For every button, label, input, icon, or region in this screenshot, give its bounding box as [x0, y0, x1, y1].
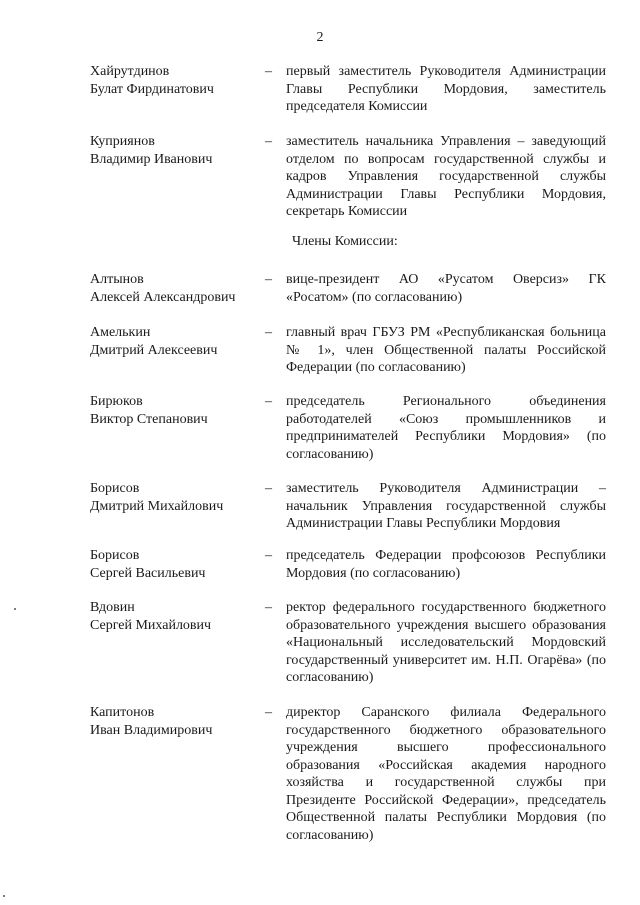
page-number: 2	[316, 30, 324, 45]
person-name	[90, 63, 260, 98]
scan-speck	[3, 895, 5, 897]
person-surname: Борисов	[90, 481, 140, 496]
person-given-names: Алексей Александрович	[90, 289, 236, 305]
person-surname: Куприянов	[90, 134, 155, 149]
person-given-names: Дмитрий Алексеевич	[90, 342, 218, 358]
dash-separator: –	[265, 325, 272, 340]
person-position: председатель Регионального объединения работодателей «Союз промышленников и предпринимателей Республики Мордовия» (по согласованию)	[286, 394, 606, 462]
person-surname: Борисов	[90, 548, 140, 563]
person-position: первый заместитель Руководителя Администрации Главы Республики Мордовия, заместитель председателя Комиссии	[286, 64, 606, 114]
person-given-names: Сергей Михайлович	[90, 617, 212, 633]
person-position: главный врач ГБУЗ РМ «Республиканская больница № 1», член Общественной палаты Российской Федерации (по согласованию)	[286, 325, 606, 375]
person-given-names: Дмитрий Михайлович	[90, 498, 224, 514]
person-surname: Алтынов	[90, 272, 144, 287]
person-name	[90, 393, 260, 428]
person-given-names: Виктор Степанович	[90, 411, 208, 427]
person-position: председатель Федерации профсоюзов Республики Мордовия (по согласованию)	[286, 548, 606, 581]
person-given-names: Булат Фирдинатович	[90, 81, 214, 97]
person-given-names: Сергей Васильевич	[90, 565, 206, 581]
dash-separator: –	[265, 64, 272, 79]
dash-separator: –	[265, 394, 272, 409]
person-name	[90, 547, 260, 582]
person-surname: Бирюков	[90, 394, 143, 409]
person-position: заместитель начальника Управления – заведующий отделом по вопросам государственной службы и кадров Управления государственной службы Администрации Главы Республики Мордовия, секретарь Комиссии	[286, 134, 606, 219]
person-position: вице-президент АО «Русатом Оверсиз» ГК «Росатом» (по согласованию)	[286, 272, 606, 305]
person-given-names: Владимир Иванович	[90, 151, 213, 167]
person-name	[90, 480, 260, 515]
scan-speck	[14, 608, 16, 610]
person-name	[90, 133, 260, 168]
person-given-names: Иван Владимирович	[90, 722, 213, 738]
person-name	[90, 324, 260, 359]
dash-separator: –	[265, 272, 272, 287]
dash-separator: –	[265, 600, 272, 615]
members-heading: Члены Комиссии:	[292, 234, 398, 249]
dash-separator: –	[265, 481, 272, 496]
person-surname: Хайрутдинов	[90, 64, 170, 79]
person-name	[90, 704, 260, 739]
dash-separator: –	[265, 705, 272, 720]
person-surname: Капитонов	[90, 705, 155, 720]
person-position: заместитель Руководителя Администрации – начальник Управления государственной службы Администрации Главы Республики Мордовия	[286, 481, 606, 531]
person-position: директор Саранского филиала Федерального государственного бюджетного образовательного учреждения высшего профессионального образования «Российская академия народного хозяйства и государственной службы при Президенте Российской Федерации», председатель Общественной палаты Республики Мордовия (по согласованию)	[286, 705, 606, 843]
person-position: ректор федерального государственного бюджетного образовательного учреждения высшего образования «Национальный исследовательский Мордовский государственный университет им. Н.П. Огарёва» (по согласованию)	[286, 600, 606, 685]
person-surname: Амелькин	[90, 325, 151, 340]
dash-separator: –	[265, 134, 272, 149]
person-name	[90, 271, 260, 306]
person-name	[90, 599, 260, 634]
dash-separator: –	[265, 548, 272, 563]
person-surname: Вдовин	[90, 600, 135, 615]
